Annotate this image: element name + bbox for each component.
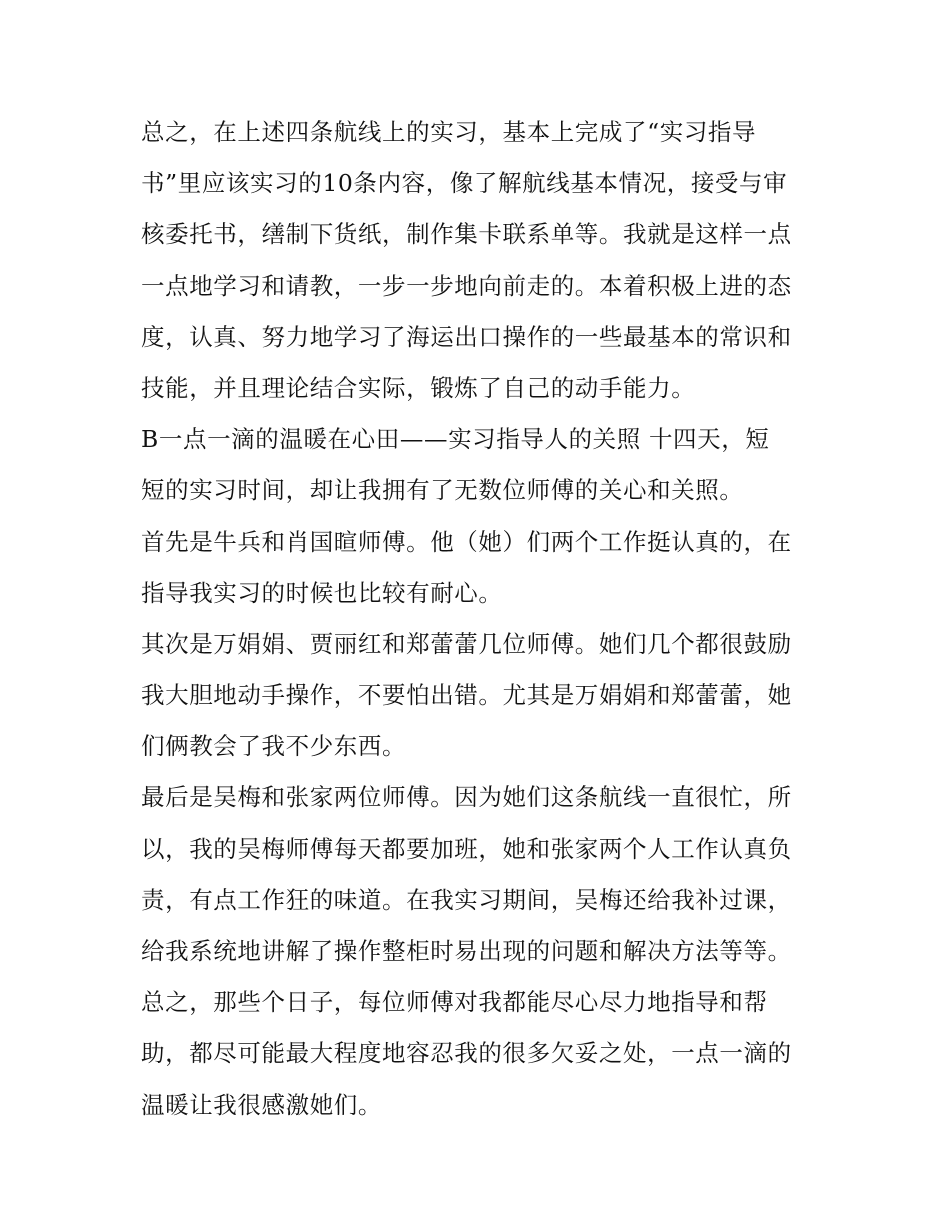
text-line-1: 总之，在上述四条航线上的实习，基本上完成了“实习指导 — [141, 118, 757, 146]
text-line-18: 总之，那些个日子，每位师傅对我都能尽心尽力地指导和帮 — [141, 988, 768, 1017]
text-line-9: 首先是牛兵和肖国暄师傅。他（她）们两个工作挺认真的，在 — [141, 527, 792, 556]
text-line-13: 们俩教会了我不少东西。 — [141, 732, 407, 761]
text-line-15: 以，我的吴梅师傅每天都要加班，她和张家两个人工作认真负 — [141, 834, 792, 863]
text-line-4: 一点地学习和请教，一步一步地向前走的。本着积极上进的态 — [141, 271, 792, 300]
text-line-17: 给我系统地讲解了操作整柜时易出现的问题和解决方法等等。 — [141, 937, 792, 965]
text-line-5: 度，认真、努力地学习了海运出口操作的一些最基本的常识和 — [141, 322, 792, 351]
text-line-2: 书”里应该实习的10条内容，像了解航线基本情况，接受与审 — [141, 169, 788, 198]
text-line-10: 指导我实习的时候也比较有耐心。 — [141, 578, 503, 607]
document-body — [141, 107, 821, 1131]
text-line-19: 助，都尽可能最大程度地容忍我的很多欠妥之处，一点一滴的 — [141, 1039, 792, 1068]
text-line-14: 最后是吴梅和张家两位师傅。因为她们这条航线一直很忙，所 — [141, 783, 792, 812]
text-line-7: B一点一滴的温暖在心田——实习指导人的关照 十四天，短 — [141, 425, 770, 454]
text-line-6: 技能，并且理论结合实际，锻炼了自己的动手能力。 — [141, 373, 696, 402]
text-line-3: 核委托书，缮制下货纸，制作集卡联系单等。我就是这样一点 — [141, 220, 792, 249]
text-line-8: 短的实习时间，却让我拥有了无数位师傅的关心和关照。 — [141, 476, 744, 505]
text-line-12: 我大胆地动手操作，不要怕出错。尤其是万娟娟和郑蕾蕾，她 — [141, 681, 792, 710]
text-line-16: 责，有点工作狂的味道。在我实习期间，吴梅还给我补过课， — [141, 885, 792, 914]
text-line-11: 其次是万娟娟、贾丽红和郑蕾蕾几位师傅。她们几个都很鼓励 — [141, 629, 792, 658]
text-line-20: 温暖让我很感激她们。 — [141, 1090, 382, 1119]
